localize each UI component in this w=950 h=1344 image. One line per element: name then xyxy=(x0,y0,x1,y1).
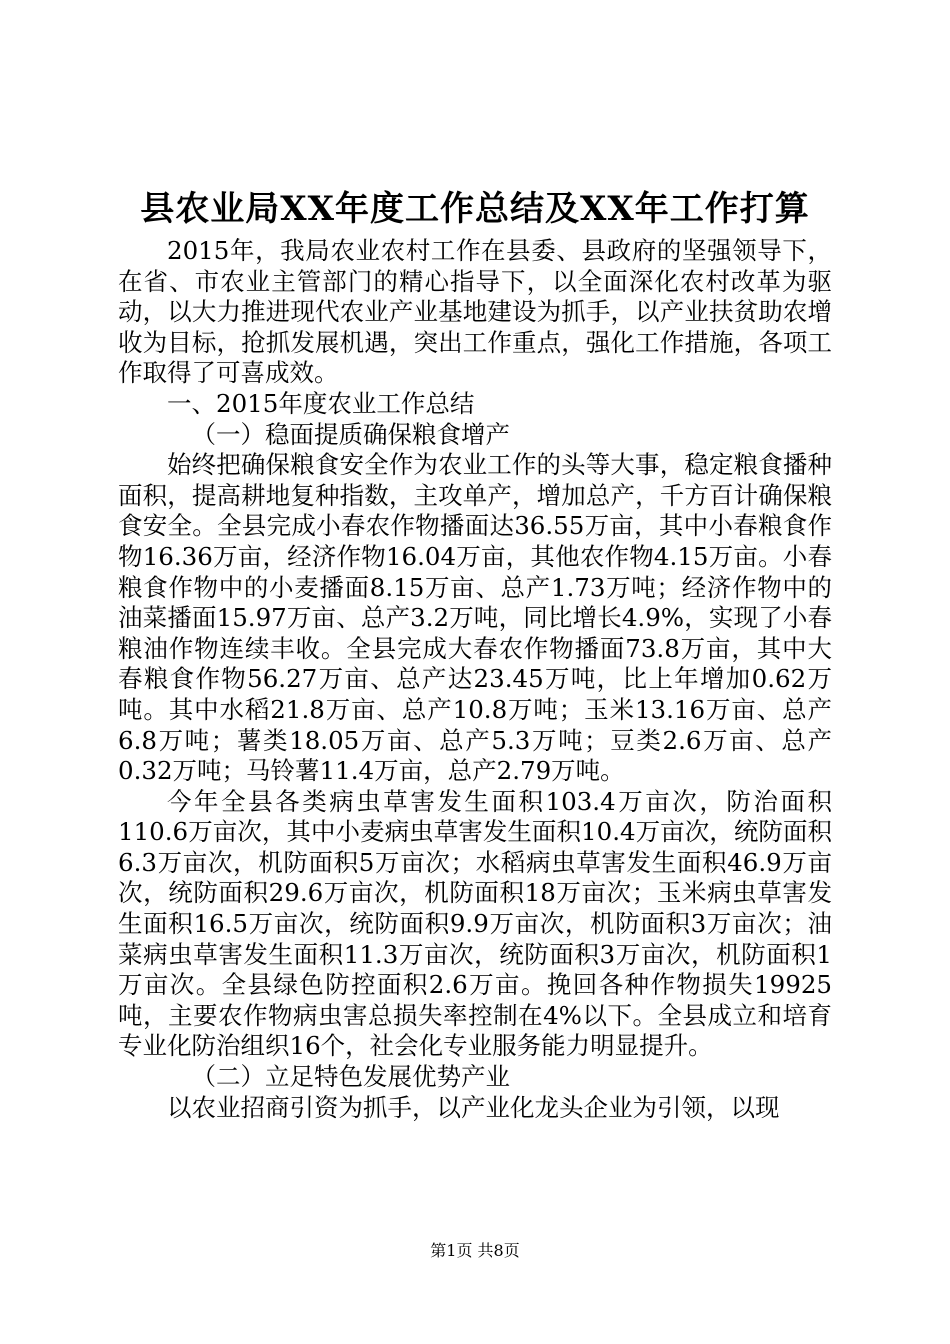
document-body xyxy=(118,236,832,1123)
subsection-heading-1: （一）稳面提质确保粮食增产 xyxy=(191,419,510,449)
document-title: 县农业局XX年度工作总结及XX年工作打算 xyxy=(140,189,810,229)
paragraph-pest: 今年全县各类病虫草害发生面积103.4万亩次，防治面积110.6万亩次，其中小麦病虫草害发生面积10.4万亩次，统防面积6.3万亩次，机防面积5万亩次；水稻病虫草害发生面积46.9万亩次，统防面积29.6万亩次，机防面积18万亩次；玉米病虫草害发生面积16.5万亩次，统防面积9.9万亩次，机防面积3万亩次；油菜病虫草害发生面积11.3万亩次，统防面积3万亩次，机防面积1万亩次。全县绿色防控面积2.6万亩。挽回各种作物损失19925吨，主要农作物病虫害总损失率控制在4%以下。全县成立和培育专业化防治组织16个，社会化专业服务能力明显提升。 xyxy=(118,786,832,1061)
subsection-heading-2: （二）立足特色发展优势产业 xyxy=(191,1062,510,1092)
paragraph-industry: 以农业招商引资为抓手，以产业化龙头企业为引领，以现 xyxy=(167,1092,780,1122)
paragraph-intro: 2015年，我局农业农村工作在县委、县政府的坚强领导下，在省、市农业主管部门的精心指导下，以全面深化农村改革为驱动，以大力推进现代农业产业基地建设为抓手，以产业扶贫助农增收为目标，抢抓发展机遇，突出工作重点，强化工作措施，各项工作取得了可喜成效。 xyxy=(118,236,832,388)
paragraph-grain: 始终把确保粮食安全作为农业工作的头等大事，稳定粮食播种面积，提高耕地复种指数，主攻单产，增加总产，千方百计确保粮食安全。全县完成小春农作物播面达36.55万亩，其中小春粮食作物16.36万亩，经济作物16.04万亩，其他农作物4.15万亩。小春粮食作物中的小麦播面8.15万亩、总产1.73万吨；经济作物中的油菜播面15.97万亩、总产3.2万吨，同比增长4.9%，实现了小春粮油作物连续丰收。全县完成大春农作物播面73.8万亩，其中大春粮食作物56.27万亩、总产达23.45万吨，比上年增加0.62万吨。其中水稻21.8万亩、总产10.8万吨；玉米13.16万亩、总产6.8万吨；薯类18.05万亩、总产5.3万吨；豆类2.6万亩、总产0.32万吨；马铃薯11.4万亩，总产2.79万吨。 xyxy=(118,450,832,786)
section-heading-1: 一、2015年度农业工作总结 xyxy=(167,388,475,418)
page-footer: 第1页 共8页 xyxy=(430,1241,520,1260)
